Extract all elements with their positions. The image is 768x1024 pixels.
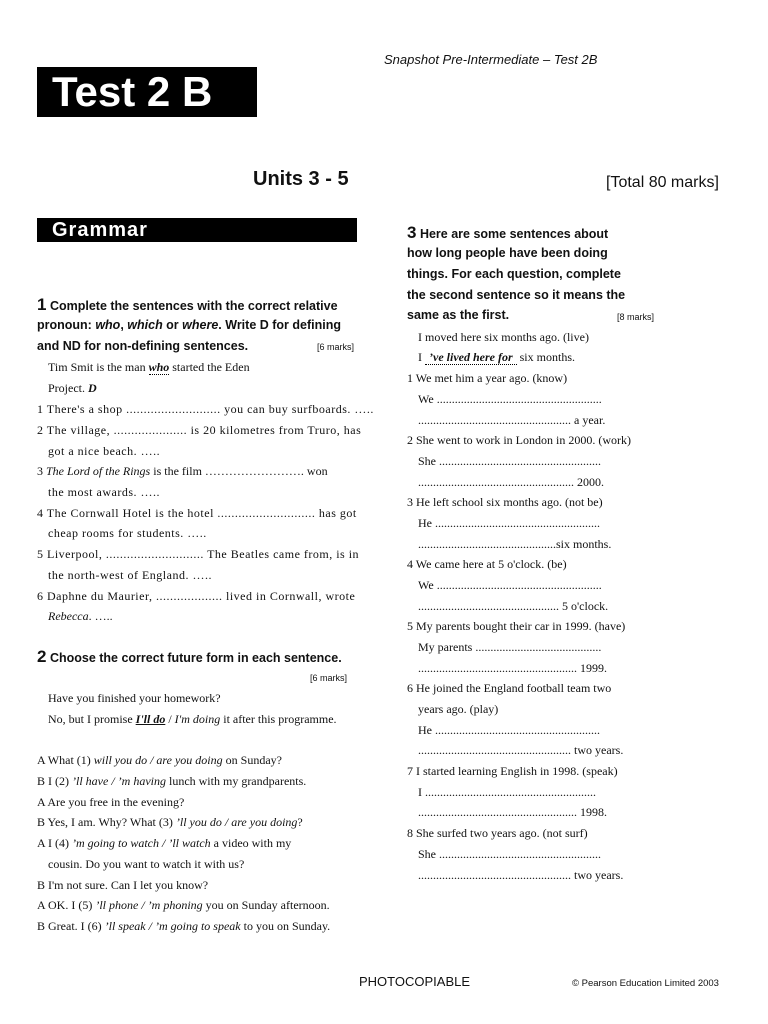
ex2-l2-pre: B I (2) [37, 774, 72, 788]
ex3-line-25: ................................................... two years. [418, 868, 624, 882]
ex2-ex-a-post: it after this programme. [220, 712, 337, 726]
ex1-item-4-cont: cheap rooms for students. ….. [48, 526, 207, 540]
ex2-ex-a-pre: No, but I promise [48, 712, 136, 726]
ex3-ex-a-pre: I [418, 350, 425, 364]
ex1-item3-title: The Lord of the Rings [46, 464, 151, 478]
ex2-line-2 [37, 771, 306, 792]
ex2-line-9 [37, 916, 330, 937]
ex3-line-10: 4 We came here at 5 o'clock. (be) [407, 557, 567, 571]
ex1-instr-or: or [162, 318, 183, 332]
ex1-item3-num: 3 [37, 464, 46, 478]
ex2-l2-opt: ’ll have / ’m having [72, 774, 166, 788]
ex2-l5-pre: A I (4) [37, 836, 72, 850]
ex1-item-1: 1 There's a shop ........................... you can buy surfboards. ….. [37, 402, 374, 416]
ex2-line-1 [37, 750, 282, 771]
ex1-item6-title: Rebecca [48, 609, 89, 623]
ex1-item-5: 5 Liverpool, ............................ The Beatles came from, is in [37, 547, 360, 561]
series-header: Snapshot Pre-Intermediate – Test 2B [384, 52, 598, 67]
ex1-item-2: 2 The village, ..................... is 20 kilometres from Truro, has [37, 423, 362, 437]
ex2-line-8 [37, 895, 330, 916]
ex1-instr-where: where [182, 318, 219, 332]
ex3-line-19: ................................................... two years. [418, 743, 624, 757]
ex2-l1-pre: A What (1) [37, 753, 94, 767]
ex3-line-20: 7 I started learning English in 1998. (speak) [407, 764, 618, 778]
ex2-line-7: B I'm not sure. Can I let you know? [37, 878, 209, 892]
ex3-number: 3 [407, 223, 417, 242]
ex1-ex-a-pre: Tim Smit is the man [48, 360, 149, 374]
total-marks: [Total 80 marks] [606, 174, 719, 191]
ex1-instr-which: which [127, 318, 163, 332]
ex3-line-9: ..............................................six months. [418, 537, 612, 551]
ex1-instr-comma: , [120, 318, 128, 332]
ex2-l9-pre: B Great. I (6) [37, 919, 105, 933]
ex2-l8-pre: A OK. I (5) [37, 898, 96, 912]
ex1-instruction-line1 [37, 294, 338, 317]
ex3-line-21: I ......................................................... [418, 785, 596, 799]
ex2-line-5 [37, 833, 291, 854]
ex2-l5-opt: ’m going to watch / ’ll watch [72, 836, 211, 850]
ex3-instr-a: Here are some sentences about [416, 227, 609, 241]
ex2-example-a [48, 709, 337, 730]
ex1-example-d: D [88, 381, 97, 395]
ex1-item6-rest: . ….. [88, 609, 113, 623]
ex1-item-2-cont: got a nice beach. ….. [48, 444, 161, 458]
ex3-example-answer: ’ve lived here for [425, 350, 517, 365]
ex2-line-3: A Are you free in the evening? [37, 795, 185, 809]
footer-copyright: © Pearson Education Limited 2003 [572, 978, 719, 989]
ex3-instruction-line1 [407, 222, 608, 245]
ex2-l5-post: a video with my [210, 836, 292, 850]
ex3-line-3: ................................................... a year. [418, 413, 606, 427]
ex2-example-answer: I'll do [135, 712, 166, 726]
ex1-instr-a: Complete the sentences with the correct relative [46, 299, 338, 313]
ex3-line-11: We ....................................................... [418, 578, 602, 592]
ex1-item-6: 6 Daphne du Maurier, ................... lived in Cornwall, wrote [37, 589, 356, 603]
ex1-example-answer: who [148, 360, 170, 374]
ex2-example-q: Have you finished your homework? [48, 691, 221, 705]
ex3-marks: [8 marks] [617, 312, 655, 322]
ex3-line-15: ..................................................... 1999. [418, 661, 607, 675]
ex2-instruction [37, 646, 342, 669]
ex1-example-line2 [48, 378, 97, 399]
ex2-l8-post: you on Sunday afternoon. [202, 898, 330, 912]
ex3-line-12: ............................................... 5 o'clock. [418, 599, 609, 613]
ex3-line-5: She ...................................................... [418, 454, 601, 468]
ex3-line-6: .................................................... 2000. [418, 475, 604, 489]
ex3-example-q: I moved here six months ago. (live) [418, 330, 589, 344]
ex3-line-13: 5 My parents bought their car in 1999. (have) [407, 619, 626, 633]
ex3-instruction-line2: how long people have been doing [407, 246, 608, 260]
ex3-line-2: We ....................................................... [418, 392, 602, 406]
ex3-line-4: 2 She went to work in London in 2000. (work) [407, 433, 631, 447]
ex2-line-6: cousin. Do you want to watch it with us? [48, 857, 245, 871]
ex2-l9-post: to you on Sunday. [240, 919, 331, 933]
ex1-instr-who: who [95, 318, 121, 332]
ex2-l4-opt: ’ll you do / are you doing [175, 815, 298, 829]
ex2-l8-opt: ’ll phone / ’m phoning [95, 898, 203, 912]
ex1-instr-b-post: . Write D for defining [218, 318, 341, 332]
ex3-ex-a-post: six months. [516, 350, 575, 364]
ex1-item-6-cont [48, 606, 113, 627]
ex3-instruction-line4: the second sentence so it means the [407, 288, 626, 302]
section-title: Grammar [52, 219, 148, 241]
ex1-item-3 [37, 461, 328, 482]
ex1-item-3-cont: the most awards. ….. [48, 485, 160, 499]
ex2-l4-post: ? [297, 815, 303, 829]
ex1-item3-rest: is the film ……………………. won [150, 464, 328, 478]
ex2-line-4 [37, 812, 303, 833]
ex2-l1-post: on Sunday? [222, 753, 282, 767]
footer-photocopiable: PHOTOCOPIABLE [359, 974, 471, 989]
ex1-marks: [6 marks] [317, 342, 355, 352]
ex3-line-24: She ...................................................... [418, 847, 601, 861]
ex1-ex-b-pre: Project. [48, 381, 88, 395]
ex3-line-7: 3 He left school six months ago. (not be) [407, 495, 603, 509]
ex3-line-16: 6 He joined the England football team two [407, 681, 612, 695]
page-title: Test 2 B [52, 68, 213, 115]
ex2-ex-a-sep: / [165, 712, 175, 726]
ex2-l1-opt: will you do / are you doing [93, 753, 223, 767]
ex3-line-8: He ....................................................... [418, 516, 600, 530]
ex2-instr-text: Choose the correct future form in each sentence. [46, 651, 342, 665]
ex3-example-a [418, 347, 575, 368]
ex3-line-22: ..................................................... 1998. [418, 805, 607, 819]
ex1-instruction-line3: and ND for non-defining sentences. [37, 339, 249, 353]
ex1-number: 1 [37, 295, 47, 314]
ex1-example-line1 [48, 357, 250, 378]
units-heading: Units 3 - 5 [253, 168, 349, 190]
ex3-instruction-line3: things. For each question, complete [407, 267, 621, 281]
ex2-number: 2 [37, 647, 47, 666]
ex3-line-1: 1 We met him a year ago. (know) [407, 371, 568, 385]
ex3-line-18: He ....................................................... [418, 723, 600, 737]
ex2-l4-pre: B Yes, I am. Why? What (3) [37, 815, 176, 829]
ex3-instruction-line5: same as the first. [407, 308, 510, 322]
ex2-ex-a-opt2: I'm doing [174, 712, 221, 726]
ex2-l2-post: lunch with my grandparents. [165, 774, 307, 788]
ex1-ex-a-post: started the Eden [169, 360, 250, 374]
ex3-line-14: My parents .......................................... [418, 640, 602, 654]
ex1-instr-b-pre: pronoun: [37, 318, 96, 332]
ex2-marks: [6 marks] [310, 673, 348, 683]
ex1-instruction-line2 [37, 315, 341, 336]
ex3-line-23: 8 She surfed two years ago. (not surf) [407, 826, 588, 840]
ex1-item-4: 4 The Cornwall Hotel is the hotel ............................ has got [37, 506, 357, 520]
ex1-item-5-cont: the north-west of England. ….. [48, 568, 212, 582]
ex3-line-17: years ago. (play) [418, 702, 499, 716]
ex2-l9-opt: ’ll speak / ’m going to speak [104, 919, 241, 933]
